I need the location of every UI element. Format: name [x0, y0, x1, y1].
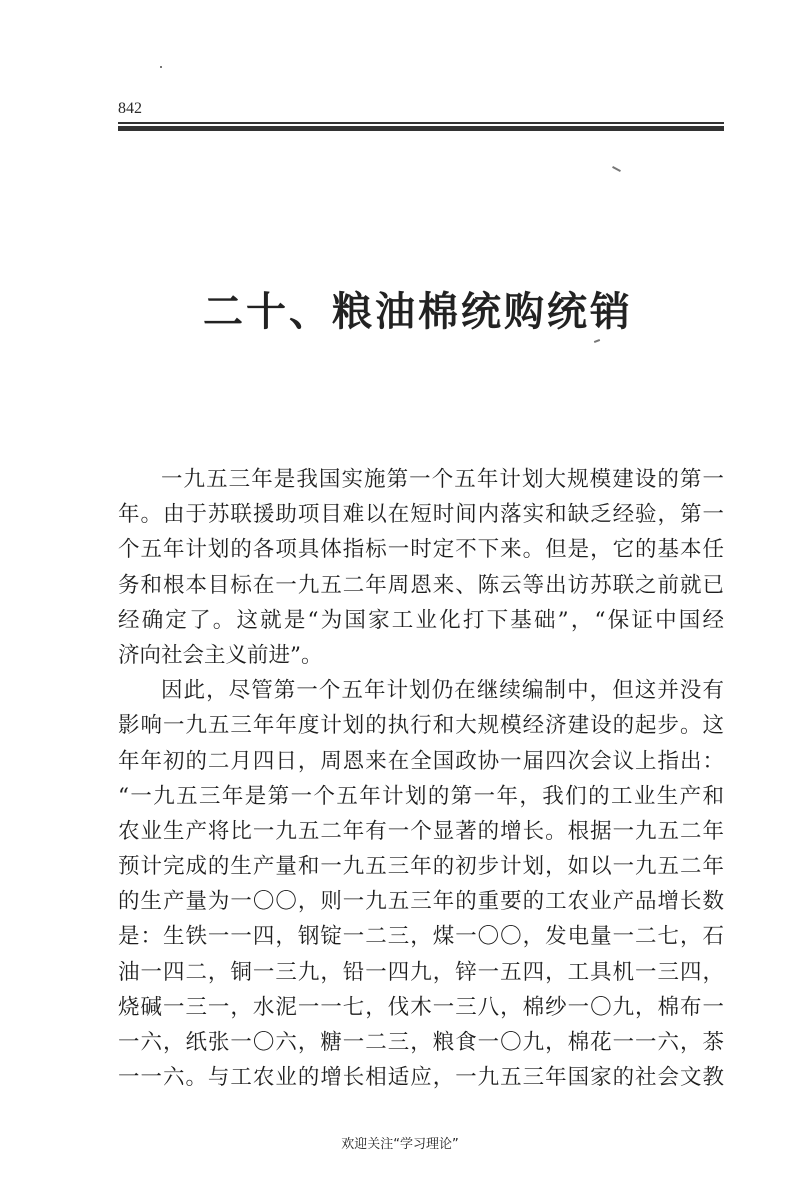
text-line: 影响一九五三年年度计划的执行和大规模经济建设的起步。这 [118, 713, 724, 739]
text-line: 经确定了。这就是“为国家工业化打下基础”，“保证中国经 [118, 607, 724, 633]
text-line: 济向社会主义前进”。 [118, 642, 323, 668]
text-line: 是：生铁一一四，钢锭一二三，煤一〇〇，发电量一二七，石 [118, 924, 724, 950]
header-rule-thick [118, 126, 724, 131]
scan-speck [160, 66, 162, 68]
text-line: “一九五三年是第一个五年计划的第一年，我们的工业生产和 [118, 783, 724, 809]
header-rule-thin [118, 122, 724, 124]
text-line: 烧碱一三一，水泥一一七，伐木一三八，棉纱一〇九，棉布一 [118, 994, 724, 1020]
scan-speck [612, 166, 621, 172]
text-line: 个五年计划的各项具体指标一时定不下来。但是，它的基本任 [118, 537, 724, 563]
text-line: 年。由于苏联援助项目难以在短时间内落实和缺乏经验，第一 [118, 502, 724, 528]
text-line: 一六，纸张一〇六，糖一二三，粮食一〇九，棉花一一六，茶 [118, 1030, 724, 1055]
text-line: 的生产量为一〇〇，则一九五三年的重要的工农业产品增长数 [118, 889, 724, 915]
body-text [118, 462, 724, 1095]
page-number: 842 [118, 100, 142, 117]
paragraph-2 [118, 673, 724, 1095]
text-line: 务和根本目标在一九五二年周恩来、陈云等出访苏联之前就已 [118, 572, 724, 598]
scan-speck [594, 339, 600, 343]
text-line: 预计完成的生产量和一九五三年的初步计划，如以一九五二年 [118, 854, 724, 880]
text-line: 油一四二，铜一三九，铅一四九，锌一五四，工具机一三四， [118, 959, 724, 985]
paragraph-1 [118, 462, 724, 673]
chapter-title: 二十、粮油棉统购统销 [203, 289, 633, 335]
text-line: 年年初的二月四日，周恩来在全国政协一届四次会议上指出： [118, 748, 724, 774]
text-line: 一九五三年是我国实施第一个五年计划大规模建设的第一 [161, 467, 724, 492]
text-line: 农业生产将比一九五二年有一个显著的增长。根据一九五二年 [118, 818, 724, 844]
text-line: 因此，尽管第一个五年计划仍在继续编制中，但这并没有 [161, 678, 724, 704]
text-line: 一一六。与工农业的增长相适应，一九五三年国家的社会文教 [118, 1065, 724, 1091]
footer-text: 欢迎关注“学习理论” [341, 1137, 459, 1152]
